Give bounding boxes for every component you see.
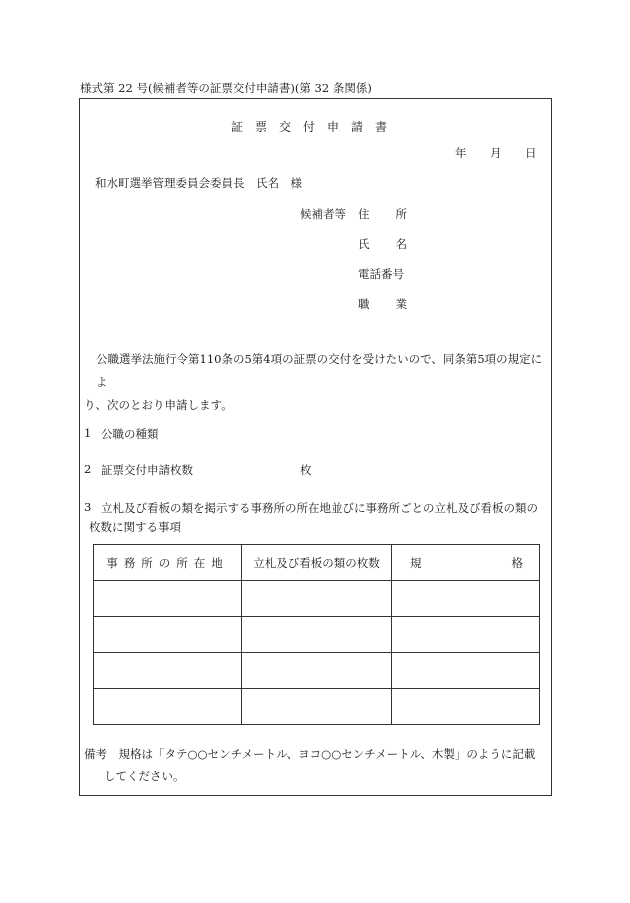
cell-location[interactable] — [94, 581, 242, 617]
item-1-text: 公職の種類 — [101, 427, 159, 441]
header-office-location: 事務所の所在地 — [94, 545, 242, 581]
date-day: 日 — [525, 146, 537, 160]
cell-count[interactable] — [242, 581, 392, 617]
date-month: 月 — [490, 146, 502, 160]
cell-spec[interactable] — [392, 689, 540, 725]
candidate-field-name: 氏名 — [358, 237, 433, 251]
item-2-text: 証票交付申請枚数 — [101, 463, 193, 477]
remarks-line-1: 規格は「タテ○○センチメートル、ヨコ○○センチメートル、木製」のように記載 — [118, 747, 536, 761]
cell-count[interactable] — [242, 617, 392, 653]
cell-location[interactable] — [94, 689, 242, 725]
recipient-line: 和水町選挙管理委員会委員長 氏名 様 — [95, 176, 302, 190]
remarks-label: 備考 — [84, 747, 107, 761]
candidate-label: 候補者等 — [300, 207, 346, 221]
office-table — [93, 544, 540, 725]
candidate-field-phone: 電話番号 — [358, 267, 404, 281]
header-spec — [392, 545, 540, 581]
item-3-text: 立札及び看板の類を掲示する事務所の所在地並びに事務所ごとの立札及び看板の類の — [101, 501, 538, 515]
header-spec-start: 規 — [410, 555, 422, 570]
item-2-number: 2 — [84, 462, 92, 476]
table-row — [94, 581, 540, 617]
candidate-field-address: 住所 — [358, 207, 433, 221]
form-number-label: 様式第 22 号(候補者等の証票交付申請書)(第 32 条関係) — [80, 81, 372, 95]
statement-line-1: 公職選挙法施行令第110条の5第4項の証票の交付を受けたいので、同条第5項の規定によ — [96, 352, 543, 389]
cell-spec[interactable] — [392, 653, 540, 689]
statement-line-2: り、次のとおり申請します。 — [84, 398, 233, 412]
item-3-number: 3 — [84, 500, 92, 514]
cell-location[interactable] — [94, 653, 242, 689]
header-spec-end: 格 — [511, 555, 523, 570]
item-3-text-cont: 枚数に関する事項 — [89, 520, 181, 534]
cell-location[interactable] — [94, 617, 242, 653]
table-row — [94, 617, 540, 653]
cell-count[interactable] — [242, 653, 392, 689]
candidate-field-occupation: 職業 — [358, 297, 433, 311]
cell-spec[interactable] — [392, 617, 540, 653]
table-row — [94, 653, 540, 689]
date-year: 年 — [455, 146, 467, 160]
cell-spec[interactable] — [392, 581, 540, 617]
cell-count[interactable] — [242, 689, 392, 725]
application-statement — [84, 348, 550, 417]
remarks-line-2: してください。 — [104, 769, 185, 783]
item-2-suffix: 枚 — [300, 463, 312, 477]
header-sign-count: 立札及び看板の類の枚数 — [242, 545, 392, 581]
table-header-row — [94, 545, 540, 581]
remarks — [84, 743, 554, 787]
table-row — [94, 689, 540, 725]
form-title: 証票交付申請書 — [230, 120, 399, 134]
item-1-number: 1 — [84, 426, 92, 440]
